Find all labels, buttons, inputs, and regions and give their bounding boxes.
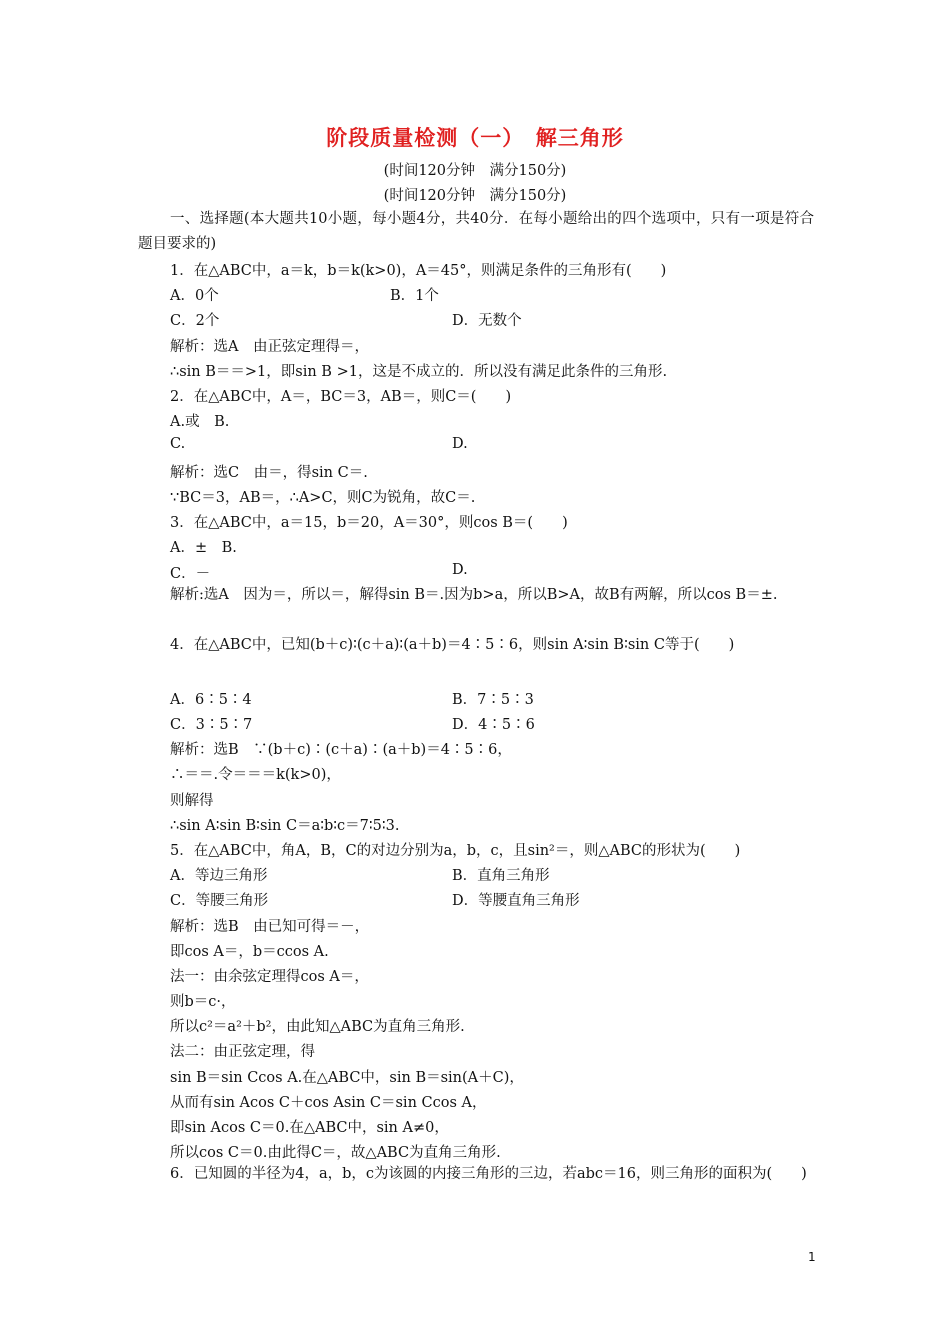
section-intro: 一、选择题(本大题共10小题，每小题4分，共40分．在每小题给出的四个选项中，只有一项是符合题目要求的) bbox=[138, 211, 814, 252]
question-5-solution-10: 所以cos C＝0.由此得C＝，故△ABC为直角三角形. bbox=[170, 1145, 501, 1161]
question-3-solution: 解析:选A 因为＝，所以＝，解得sin B＝.因为b>a，所以B>A，故B有两解，所以cos B＝±. bbox=[170, 587, 778, 603]
question-4-option-c: C．3∶5∶7 bbox=[170, 717, 253, 733]
question-5-solution-6: 法二：由正弦定理，得 bbox=[170, 1044, 315, 1060]
question-5-stem: 5．在△ABC中，角A，B，C的对边分别为a，b，c，且sin²＝，则△ABC的形状为( ) bbox=[170, 843, 741, 859]
question-5-option-b: B．直角三角形 bbox=[452, 868, 550, 884]
question-3-option-d: D. bbox=[452, 562, 468, 578]
page-title: 阶段质量检测（一） 解三角形 bbox=[326, 126, 624, 150]
question-2-solution-2: ∵BC＝3，AB＝，∴A>C，则C为锐角，故C＝. bbox=[170, 490, 476, 506]
question-5-solution-1: 解析：选B 由已知可得＝－， bbox=[170, 919, 370, 935]
question-2-option-c: C. bbox=[170, 436, 186, 452]
question-1-option-a: A．0个 bbox=[170, 288, 219, 304]
question-4-solution-3: 则解得 bbox=[170, 793, 214, 809]
question-5-option-d: D．等腰直角三角形 bbox=[452, 893, 580, 909]
question-3-option-c: C．－ bbox=[170, 566, 211, 582]
question-2-option-ab: A.或 B. bbox=[170, 414, 230, 430]
question-1-solution-2: ∴sin B＝＝>1，即sin B >1，这是不成立的．所以没有满足此条件的三角形. bbox=[170, 364, 668, 380]
question-6-stem: 6．已知圆的半径为4，a，b，c为该圆的内接三角形的三边，若abc＝16，则三角形的面积为( ) bbox=[170, 1166, 807, 1182]
question-5-solution-9: 即sin Acos C＝0.在△ABC中，sin A≠0， bbox=[170, 1120, 449, 1136]
question-5-option-a: A．等边三角形 bbox=[170, 868, 268, 884]
question-4-solution-2: ∴＝＝.令＝＝＝k(k>0)， bbox=[170, 767, 341, 783]
question-4-solution-1: 解析：选B ∵(b＋c)∶(c＋a)∶(a＋b)＝4∶5∶6， bbox=[170, 742, 512, 758]
question-1-solution-1: 解析：选A 由正弦定理得＝， bbox=[170, 339, 369, 355]
question-5-solution-2: 即cos A＝，b＝ccos A. bbox=[170, 944, 329, 960]
question-5-solution-5: 所以c²＝a²＋b²，由此知△ABC为直角三角形. bbox=[170, 1019, 465, 1035]
question-2-solution-1: 解析：选C 由＝，得sin C＝. bbox=[170, 465, 368, 481]
question-5-solution-8: 从而有sin Acos C＋cos Asin C＝sin Ccos A， bbox=[170, 1095, 487, 1111]
question-2-option-d: D. bbox=[452, 436, 468, 452]
question-4-option-b: B．7∶5∶3 bbox=[452, 692, 534, 708]
question-1-option-c: C．2个 bbox=[170, 313, 220, 329]
question-1-stem: 1．在△ABC中，a＝k，b＝k(k>0)，A＝45°，则满足条件的三角形有( ) bbox=[170, 263, 667, 279]
question-3-option-ab: A．± B. bbox=[170, 540, 237, 556]
question-4-option-d: D．4∶5∶6 bbox=[452, 717, 535, 733]
question-5-solution-4: 则b＝c·， bbox=[170, 994, 236, 1010]
time-note: (时间120分钟 满分150分) bbox=[383, 163, 567, 179]
question-3-stem: 3．在△ABC中，a＝15，b＝20，A＝30°，则cos B＝( ) bbox=[170, 515, 568, 531]
question-5-option-c: C．等腰三角形 bbox=[170, 893, 269, 909]
page-number: 1 bbox=[808, 1250, 816, 1264]
question-5-solution-7: sin B＝sin Ccos A.在△ABC中，sin B＝sin(A＋C)， bbox=[170, 1070, 524, 1086]
question-4-option-a: A．6∶5∶4 bbox=[170, 692, 252, 708]
question-1-option-d: D．无数个 bbox=[452, 313, 522, 329]
time-note-duplicate: (时间120分钟 满分150分) bbox=[383, 188, 567, 204]
question-4-stem: 4．在△ABC中，已知(b＋c)∶(c＋a)∶(a＋b)＝4∶5∶6，则sin A∶sin B∶sin C等于( ) bbox=[170, 637, 735, 653]
question-4-solution-4: ∴sin A∶sin B∶sin C＝a∶b∶c＝7∶5∶3. bbox=[170, 818, 400, 834]
question-1-option-b: B．1个 bbox=[390, 288, 439, 304]
question-2-stem: 2．在△ABC中，A＝，BC＝3，AB＝，则C＝( ) bbox=[170, 389, 512, 405]
question-5-solution-3: 法一：由余弦定理得cos A＝， bbox=[170, 969, 369, 985]
